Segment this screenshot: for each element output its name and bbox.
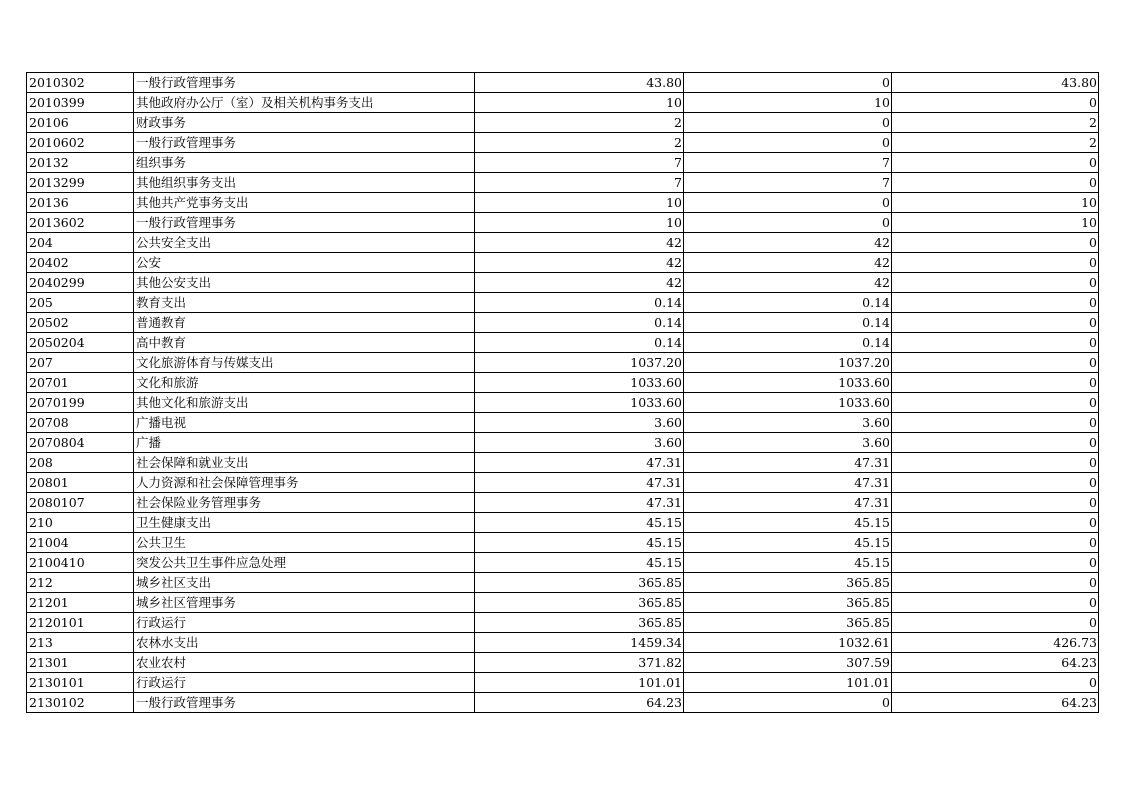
name-cell: 其他政府办公厅（室）及相关机构事务支出 [134, 93, 475, 113]
amount-col3-cell: 64.23 [892, 653, 1099, 673]
code-cell: 21004 [27, 533, 134, 553]
amount-total-cell: 0.14 [475, 313, 684, 333]
name-cell: 其他组织事务支出 [134, 173, 475, 193]
table-row [27, 573, 1099, 593]
code-cell: 2080107 [27, 493, 134, 513]
amount-col3-cell: 0 [892, 233, 1099, 253]
amount-col3-cell: 0 [892, 513, 1099, 533]
code-cell: 2010399 [27, 93, 134, 113]
amount-col3-cell: 0 [892, 313, 1099, 333]
table-row [27, 173, 1099, 193]
table-row [27, 233, 1099, 253]
table-row [27, 553, 1099, 573]
amount-total-cell: 365.85 [475, 613, 684, 633]
amount-total-cell: 3.60 [475, 413, 684, 433]
amount-col2-cell: 7 [684, 153, 892, 173]
code-cell: 20701 [27, 373, 134, 393]
amount-col3-cell: 2 [892, 133, 1099, 153]
amount-col3-cell: 0 [892, 333, 1099, 353]
name-cell: 一般行政管理事务 [134, 133, 475, 153]
budget-table-body [27, 73, 1099, 713]
amount-col2-cell: 0.14 [684, 333, 892, 353]
code-cell: 2013602 [27, 213, 134, 233]
table-row [27, 273, 1099, 293]
name-cell: 农业农村 [134, 653, 475, 673]
table-row [27, 313, 1099, 333]
code-cell: 20132 [27, 153, 134, 173]
table-row [27, 373, 1099, 393]
name-cell: 普通教育 [134, 313, 475, 333]
code-cell: 213 [27, 633, 134, 653]
amount-col2-cell: 365.85 [684, 613, 892, 633]
amount-col2-cell: 307.59 [684, 653, 892, 673]
name-cell: 高中教育 [134, 333, 475, 353]
code-cell: 2130101 [27, 673, 134, 693]
code-cell: 2070804 [27, 433, 134, 453]
name-cell: 文化和旅游 [134, 373, 475, 393]
code-cell: 2010302 [27, 73, 134, 93]
name-cell: 公共安全支出 [134, 233, 475, 253]
amount-total-cell: 45.15 [475, 533, 684, 553]
name-cell: 农林水支出 [134, 633, 475, 653]
amount-col3-cell: 0 [892, 353, 1099, 373]
code-cell: 2070199 [27, 393, 134, 413]
amount-col3-cell: 0 [892, 293, 1099, 313]
amount-total-cell: 10 [475, 93, 684, 113]
code-cell: 20106 [27, 113, 134, 133]
table-row [27, 213, 1099, 233]
table-row [27, 93, 1099, 113]
table-row [27, 293, 1099, 313]
table-row [27, 633, 1099, 653]
amount-col2-cell: 365.85 [684, 573, 892, 593]
amount-col2-cell: 3.60 [684, 413, 892, 433]
code-cell: 21301 [27, 653, 134, 673]
name-cell: 人力资源和社会保障管理事务 [134, 473, 475, 493]
name-cell: 社会保险业务管理事务 [134, 493, 475, 513]
code-cell: 2050204 [27, 333, 134, 353]
code-cell: 208 [27, 453, 134, 473]
amount-col2-cell: 0.14 [684, 313, 892, 333]
amount-col3-cell: 0 [892, 533, 1099, 553]
amount-col2-cell: 1032.61 [684, 633, 892, 653]
budget-table [26, 72, 1099, 713]
amount-col2-cell: 101.01 [684, 673, 892, 693]
amount-col2-cell: 3.60 [684, 433, 892, 453]
table-row [27, 653, 1099, 673]
amount-col2-cell: 0 [684, 193, 892, 213]
table-row [27, 693, 1099, 713]
name-cell: 行政运行 [134, 673, 475, 693]
name-cell: 其他文化和旅游支出 [134, 393, 475, 413]
name-cell: 广播电视 [134, 413, 475, 433]
table-row [27, 473, 1099, 493]
table-row [27, 673, 1099, 693]
amount-total-cell: 45.15 [475, 553, 684, 573]
code-cell: 20136 [27, 193, 134, 213]
amount-col3-cell: 0 [892, 593, 1099, 613]
amount-total-cell: 45.15 [475, 513, 684, 533]
amount-total-cell: 10 [475, 193, 684, 213]
name-cell: 广播 [134, 433, 475, 453]
amount-col3-cell: 0 [892, 393, 1099, 413]
amount-col2-cell: 365.85 [684, 593, 892, 613]
amount-total-cell: 365.85 [475, 573, 684, 593]
amount-col3-cell: 426.73 [892, 633, 1099, 653]
name-cell: 财政事务 [134, 113, 475, 133]
amount-total-cell: 47.31 [475, 493, 684, 513]
amount-col3-cell: 43.80 [892, 73, 1099, 93]
amount-col2-cell: 0 [684, 213, 892, 233]
amount-col2-cell: 7 [684, 173, 892, 193]
amount-total-cell: 42 [475, 253, 684, 273]
name-cell: 文化旅游体育与传媒支出 [134, 353, 475, 373]
amount-col3-cell: 0 [892, 453, 1099, 473]
table-row [27, 593, 1099, 613]
amount-total-cell: 47.31 [475, 453, 684, 473]
table-row [27, 73, 1099, 93]
amount-col2-cell: 0 [684, 113, 892, 133]
amount-col2-cell: 0 [684, 693, 892, 713]
amount-col3-cell: 0 [892, 153, 1099, 173]
table-row [27, 493, 1099, 513]
amount-total-cell: 3.60 [475, 433, 684, 453]
code-cell: 204 [27, 233, 134, 253]
code-cell: 2100410 [27, 553, 134, 573]
amount-total-cell: 10 [475, 213, 684, 233]
code-cell: 20502 [27, 313, 134, 333]
amount-col3-cell: 0 [892, 473, 1099, 493]
table-row [27, 253, 1099, 273]
code-cell: 2130102 [27, 693, 134, 713]
name-cell: 公共卫生 [134, 533, 475, 553]
name-cell: 一般行政管理事务 [134, 73, 475, 93]
amount-col3-cell: 0 [892, 373, 1099, 393]
amount-col3-cell: 0 [892, 613, 1099, 633]
code-cell: 207 [27, 353, 134, 373]
table-row [27, 393, 1099, 413]
amount-total-cell: 7 [475, 153, 684, 173]
table-row [27, 613, 1099, 633]
amount-total-cell: 64.23 [475, 693, 684, 713]
amount-col3-cell: 0 [892, 493, 1099, 513]
amount-col3-cell: 10 [892, 213, 1099, 233]
name-cell: 行政运行 [134, 613, 475, 633]
amount-col2-cell: 42 [684, 273, 892, 293]
amount-total-cell: 2 [475, 133, 684, 153]
table-row [27, 353, 1099, 373]
table-row [27, 513, 1099, 533]
name-cell: 组织事务 [134, 153, 475, 173]
name-cell: 其他公安支出 [134, 273, 475, 293]
code-cell: 20708 [27, 413, 134, 433]
name-cell: 一般行政管理事务 [134, 693, 475, 713]
amount-col3-cell: 2 [892, 113, 1099, 133]
code-cell: 2120101 [27, 613, 134, 633]
amount-total-cell: 101.01 [475, 673, 684, 693]
amount-col3-cell: 0 [892, 273, 1099, 293]
name-cell: 公安 [134, 253, 475, 273]
table-row [27, 133, 1099, 153]
amount-total-cell: 42 [475, 233, 684, 253]
amount-col2-cell: 42 [684, 233, 892, 253]
amount-total-cell: 43.80 [475, 73, 684, 93]
amount-col3-cell: 0 [892, 93, 1099, 113]
table-row [27, 453, 1099, 473]
amount-col2-cell: 1037.20 [684, 353, 892, 373]
table-row [27, 533, 1099, 553]
code-cell: 2040299 [27, 273, 134, 293]
code-cell: 205 [27, 293, 134, 313]
code-cell: 2010602 [27, 133, 134, 153]
amount-col2-cell: 0.14 [684, 293, 892, 313]
amount-col2-cell: 42 [684, 253, 892, 273]
amount-total-cell: 1033.60 [475, 373, 684, 393]
amount-col2-cell: 45.15 [684, 533, 892, 553]
amount-total-cell: 1033.60 [475, 393, 684, 413]
amount-col3-cell: 0 [892, 673, 1099, 693]
name-cell: 教育支出 [134, 293, 475, 313]
code-cell: 20801 [27, 473, 134, 493]
amount-col2-cell: 47.31 [684, 453, 892, 473]
name-cell: 城乡社区管理事务 [134, 593, 475, 613]
amount-col3-cell: 0 [892, 553, 1099, 573]
code-cell: 21201 [27, 593, 134, 613]
amount-col3-cell: 0 [892, 573, 1099, 593]
amount-col2-cell: 47.31 [684, 493, 892, 513]
table-row [27, 193, 1099, 213]
amount-total-cell: 0.14 [475, 293, 684, 313]
amount-col3-cell: 0 [892, 173, 1099, 193]
name-cell: 一般行政管理事务 [134, 213, 475, 233]
code-cell: 210 [27, 513, 134, 533]
name-cell: 社会保障和就业支出 [134, 453, 475, 473]
amount-total-cell: 371.82 [475, 653, 684, 673]
amount-col2-cell: 0 [684, 73, 892, 93]
table-row [27, 413, 1099, 433]
amount-col2-cell: 0 [684, 133, 892, 153]
amount-total-cell: 47.31 [475, 473, 684, 493]
table-row [27, 153, 1099, 173]
amount-col2-cell: 10 [684, 93, 892, 113]
amount-total-cell: 1037.20 [475, 353, 684, 373]
amount-total-cell: 7 [475, 173, 684, 193]
amount-total-cell: 365.85 [475, 593, 684, 613]
amount-col3-cell: 0 [892, 433, 1099, 453]
amount-total-cell: 2 [475, 113, 684, 133]
amount-total-cell: 1459.34 [475, 633, 684, 653]
amount-col3-cell: 64.23 [892, 693, 1099, 713]
code-cell: 212 [27, 573, 134, 593]
name-cell: 其他共产党事务支出 [134, 193, 475, 213]
amount-col2-cell: 1033.60 [684, 373, 892, 393]
table-row [27, 433, 1099, 453]
code-cell: 2013299 [27, 173, 134, 193]
amount-total-cell: 42 [475, 273, 684, 293]
table-row [27, 113, 1099, 133]
amount-col2-cell: 45.15 [684, 513, 892, 533]
code-cell: 20402 [27, 253, 134, 273]
amount-col2-cell: 47.31 [684, 473, 892, 493]
name-cell: 突发公共卫生事件应急处理 [134, 553, 475, 573]
amount-col3-cell: 0 [892, 253, 1099, 273]
amount-col3-cell: 10 [892, 193, 1099, 213]
amount-total-cell: 0.14 [475, 333, 684, 353]
name-cell: 城乡社区支出 [134, 573, 475, 593]
table-row [27, 333, 1099, 353]
name-cell: 卫生健康支出 [134, 513, 475, 533]
amount-col3-cell: 0 [892, 413, 1099, 433]
amount-col2-cell: 45.15 [684, 553, 892, 573]
amount-col2-cell: 1033.60 [684, 393, 892, 413]
